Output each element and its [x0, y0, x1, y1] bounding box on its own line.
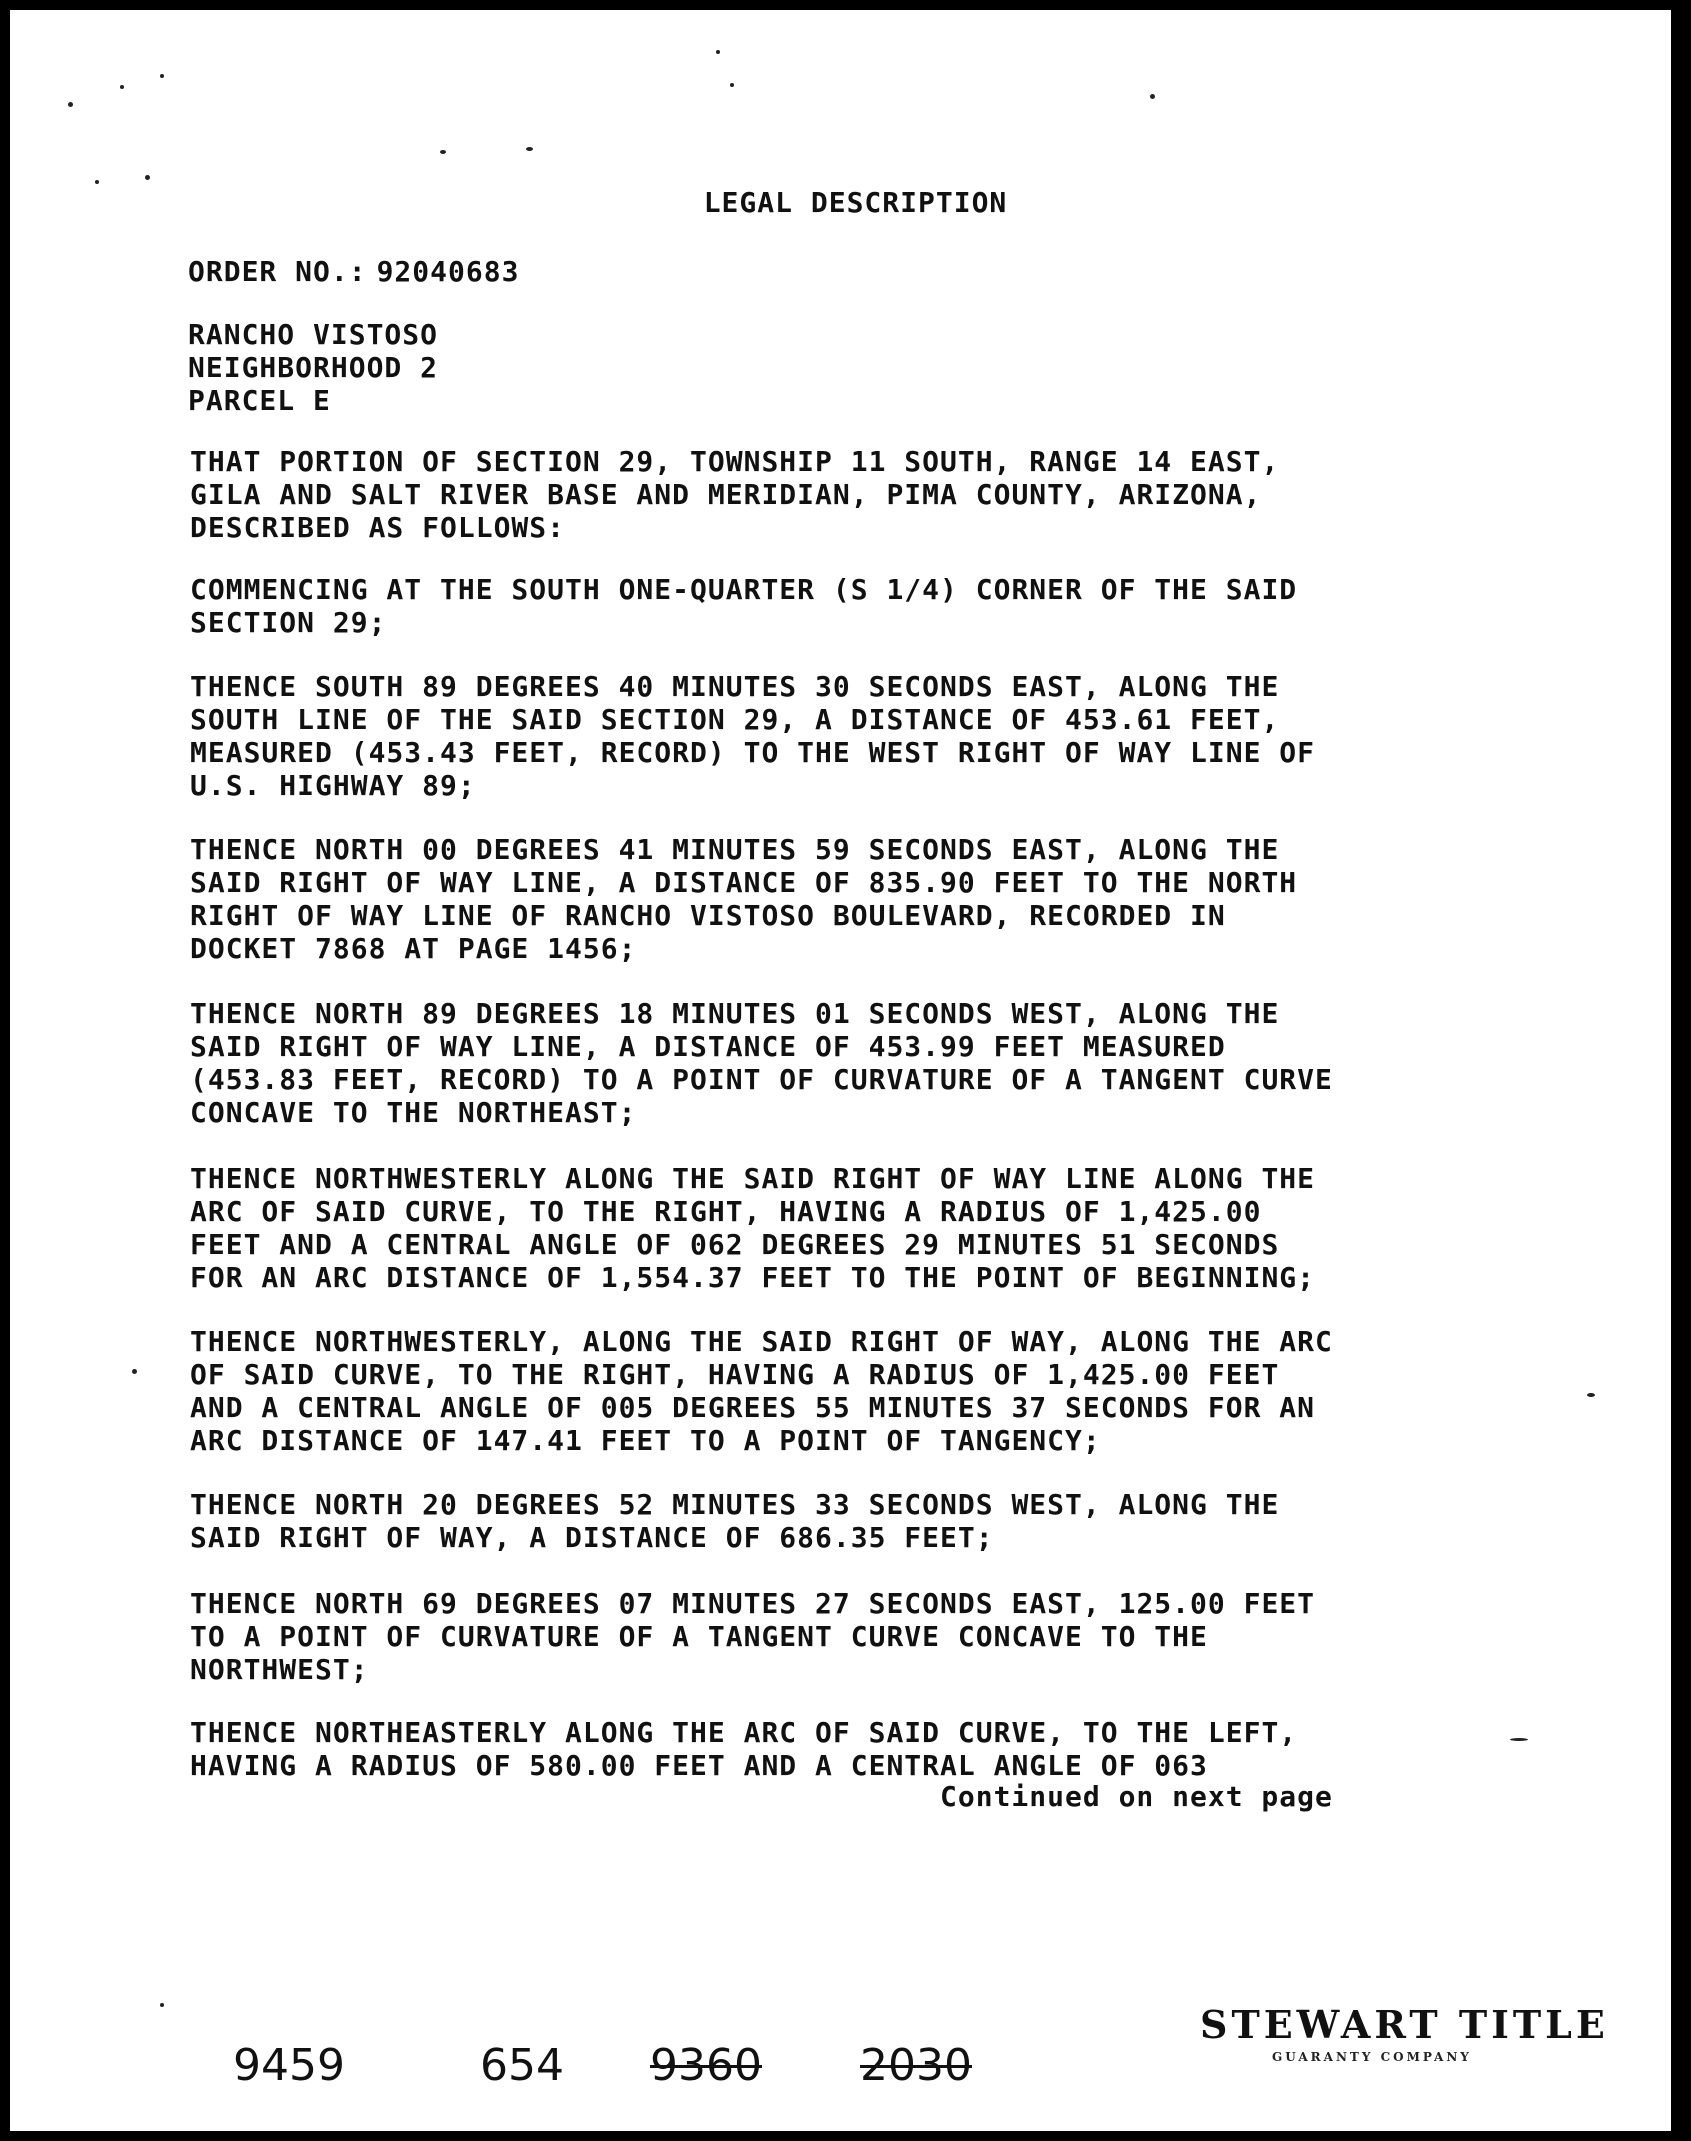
company-logo-subtitle: GUARANTY COMPANY	[1272, 2050, 1472, 2064]
footer-struck-number: 9360	[650, 2040, 762, 2091]
footer-number: 9459	[233, 2040, 345, 2091]
scan-speck	[526, 147, 533, 151]
scan-speck	[730, 83, 734, 87]
description-paragraph: THAT PORTION OF SECTION 29, TOWNSHIP 11 SOUTH, RANGE 14 EAST, GILA AND SALT RIVER BASE AND MERIDIAN, PIMA COUNTY, ARIZONA, DESCRIBED AS FOLLOWS:	[190, 445, 1280, 544]
parcel-line: PARCEL E	[188, 384, 331, 417]
scan-speck	[1510, 1738, 1528, 1741]
scan-speck	[1150, 94, 1155, 99]
scan-speck	[440, 150, 446, 154]
parcel-line: NEIGHBORHOOD 2	[188, 351, 439, 384]
scan-speck	[68, 102, 73, 107]
description-paragraph: THENCE SOUTH 89 DEGREES 40 MINUTES 30 SECONDS EAST, ALONG THE SOUTH LINE OF THE SAID SECTION 29, A DISTANCE OF 453.61 FEET, MEASURED (453.43 FEET, RECORD) TO THE WEST RIGHT OF WAY LINE OF U.S. HIGHWAY 89;	[190, 670, 1316, 802]
description-paragraph: THENCE NORTHWESTERLY ALONG THE SAID RIGHT OF WAY LINE ALONG THE ARC OF SAID CURVE, TO THE RIGHT, HAVING A RADIUS OF 1,425.00 FEET AND A CENTRAL ANGLE OF 062 DEGREES 29 MINUTES 51 SECONDS FOR AN ARC DISTANCE OF 1,554.37 FEET TO THE POINT OF BEGINNING;	[190, 1162, 1316, 1294]
scan-speck	[160, 74, 164, 78]
continued-note: Continued on next page	[940, 1780, 1333, 1813]
description-paragraph: THENCE NORTHEASTERLY ALONG THE ARC OF SAID CURVE, TO THE LEFT, HAVING A RADIUS OF 580.00 FEET AND A CENTRAL ANGLE OF 063	[190, 1716, 1298, 1782]
description-paragraph: COMMENCING AT THE SOUTH ONE-QUARTER (S 1/4) CORNER OF THE SAID SECTION 29;	[190, 573, 1298, 639]
scan-speck	[95, 180, 99, 184]
scan-speck	[1587, 1393, 1595, 1397]
document-page	[10, 10, 1671, 2131]
order-number	[188, 255, 519, 288]
parcel-line: RANCHO VISTOSO	[188, 318, 439, 351]
footer-number: 654	[480, 2040, 564, 2091]
description-paragraph: THENCE NORTH 00 DEGREES 41 MINUTES 59 SECONDS EAST, ALONG THE SAID RIGHT OF WAY LINE, A DISTANCE OF 835.90 FEET TO THE NORTH RIGHT OF WAY LINE OF RANCHO VISTOSO BOULEVARD, RECORDED IN DOCKET 7868 AT PAGE 1456;	[190, 833, 1298, 965]
scan-speck	[160, 2003, 164, 2007]
description-paragraph: THENCE NORTHWESTERLY, ALONG THE SAID RIGHT OF WAY, ALONG THE ARC OF SAID CURVE, TO THE RIGHT, HAVING A RADIUS OF 1,425.00 FEET AND A CENTRAL ANGLE OF 005 DEGREES 55 MINUTES 37 SECONDS FOR AN ARC DISTANCE OF 147.41 FEET TO A POINT OF TANGENCY;	[190, 1325, 1333, 1457]
description-paragraph: THENCE NORTH 20 DEGREES 52 MINUTES 33 SECONDS WEST, ALONG THE SAID RIGHT OF WAY, A DISTANCE OF 686.35 FEET;	[190, 1488, 1280, 1554]
description-paragraph: THENCE NORTH 89 DEGREES 18 MINUTES 01 SECONDS WEST, ALONG THE SAID RIGHT OF WAY LINE, A DISTANCE OF 453.99 FEET MEASURED (453.83 FEET, RECORD) TO A POINT OF CURVATURE OF A TANGENT CURVE CONCAVE TO THE NORTHEAST;	[190, 997, 1333, 1129]
order-value: 92040683	[376, 255, 520, 288]
scan-speck	[120, 85, 124, 89]
document-title: LEGAL DESCRIPTION	[703, 186, 1008, 219]
company-logo: STEWART TITLE	[1200, 2002, 1609, 2047]
order-label: ORDER NO.:	[188, 255, 367, 288]
footer-struck-number: 2030	[860, 2040, 972, 2091]
scan-speck	[132, 1369, 137, 1374]
scan-speck	[145, 175, 150, 180]
description-paragraph: THENCE NORTH 69 DEGREES 07 MINUTES 27 SECONDS EAST, 125.00 FEET TO A POINT OF CURVATURE OF A TANGENT CURVE CONCAVE TO THE NORTHWEST;	[190, 1587, 1316, 1686]
parcel-heading	[188, 318, 438, 417]
scan-speck	[716, 50, 720, 54]
